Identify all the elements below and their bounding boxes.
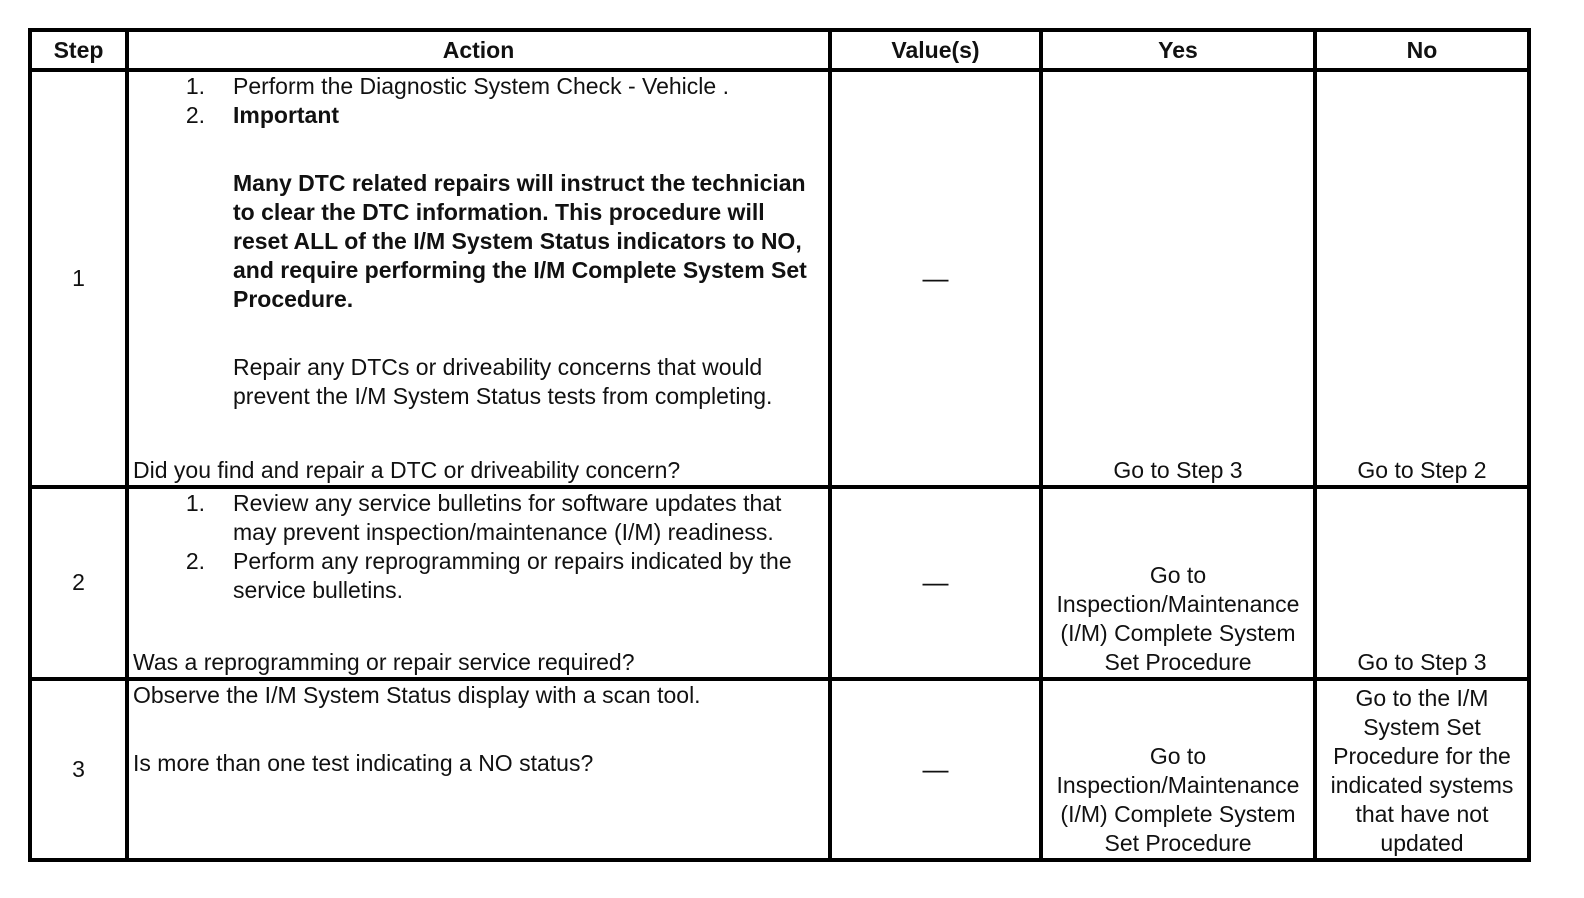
table-row: [30, 70, 1529, 487]
no-cell[interactable]: Go to Step 2: [1315, 70, 1529, 487]
list-text: Perform any reprogramming or repairs indicated by the service bulletins.: [233, 548, 792, 604]
value-cell: —: [830, 70, 1041, 487]
header-no: No: [1315, 30, 1529, 70]
no-cell[interactable]: Go to the I/M System Set Procedure for the indicated systems that have not updated: [1315, 679, 1529, 860]
important-note: Many DTC related repairs will instruct the technician to clear the DTC information. This procedure will reset ALL of the I/M System Status indicators to NO, and require performing the I/M Complete System Set Procedure.: [233, 170, 807, 313]
repair-note: Repair any DTCs or driveability concerns that would prevent the I/M System Status tests from completing.: [233, 354, 773, 410]
step-question: Is more than one test indicating a NO status?: [133, 749, 594, 776]
diagnostic-table: [28, 28, 1531, 862]
action-steps-list: [133, 72, 824, 130]
table-row: [30, 487, 1529, 678]
list-item: [133, 72, 824, 101]
list-text: Review any service bulletins for software updates that may prevent inspection/maintenance (I/M) readiness.: [233, 490, 782, 546]
list-item: [133, 101, 824, 130]
header-yes: Yes: [1041, 30, 1315, 70]
list-number: 2.: [185, 102, 205, 129]
list-number: 1.: [185, 490, 205, 517]
step-number: 1: [30, 70, 127, 487]
list-number: 2.: [185, 548, 205, 575]
list-number: 1.: [185, 73, 205, 100]
list-item: [133, 489, 824, 547]
header-row: [30, 30, 1529, 70]
yes-cell[interactable]: Go to Inspection/Maintenance (I/M) Complete System Set Procedure: [1041, 487, 1315, 678]
step-number: 2: [30, 487, 127, 678]
header-step: Step: [30, 30, 127, 70]
step-question: Did you find and repair a DTC or driveability concern?: [133, 457, 681, 484]
important-heading: Important: [233, 102, 340, 129]
no-cell[interactable]: Go to Step 3: [1315, 487, 1529, 678]
header-action: Action: [127, 30, 830, 70]
observe-instruction: Observe the I/M System Status display with a scan tool.: [133, 681, 701, 708]
value-cell: —: [830, 679, 1041, 860]
step-question: Was a reprogramming or repair service required?: [133, 648, 635, 675]
action-cell: [127, 487, 830, 678]
diagnostic-check-link-text[interactable]: Perform the Diagnostic System Check - Vehicle .: [233, 73, 729, 100]
action-cell: [127, 70, 830, 487]
step-number: 3: [30, 679, 127, 860]
header-values: Value(s): [830, 30, 1041, 70]
table-row: [30, 679, 1529, 860]
yes-cell[interactable]: Go to Inspection/Maintenance (I/M) Complete System Set Procedure: [1041, 679, 1315, 860]
action-cell: [127, 679, 830, 860]
value-cell: —: [830, 487, 1041, 678]
list-item: [133, 547, 824, 605]
yes-cell[interactable]: Go to Step 3: [1041, 70, 1315, 487]
action-steps-list: [133, 489, 824, 605]
